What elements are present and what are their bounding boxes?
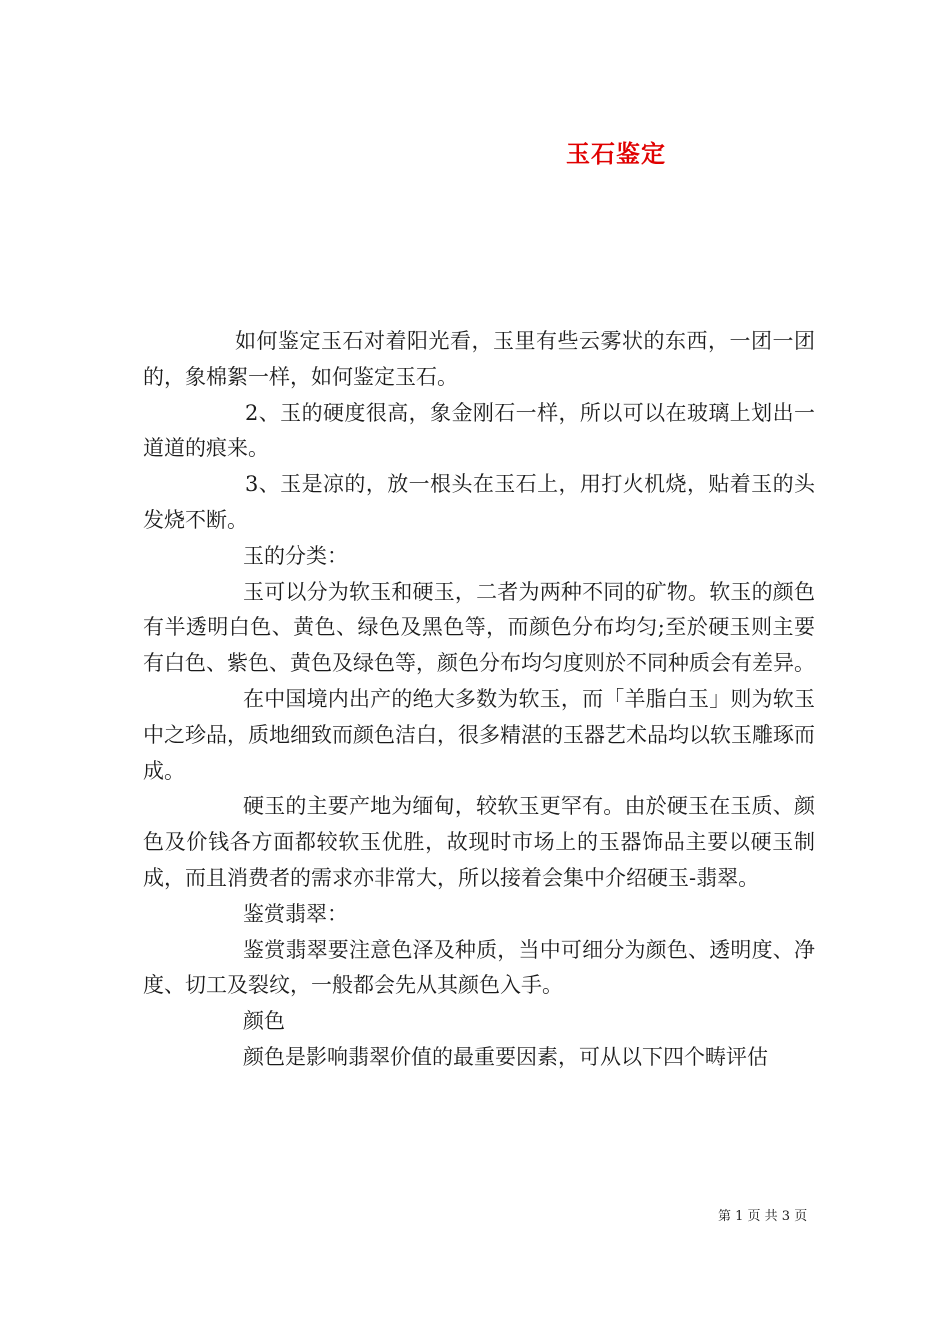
paragraph-point-3: 3、玉是凉的，放一根头在玉石上，用打火机烧，贴着玉的头发烧不断。	[143, 472, 815, 532]
paragraph-appreciation-criteria: 鉴赏翡翠要注意色泽及种质，当中可细分为颜色、透明度、净度、切工及裂纹，一般都会先从其颜色入手。	[143, 937, 815, 998]
paragraph-intro: 如何鉴定玉石对着阳光看，玉里有些云雾状的东西，一团一团的，象棉絮一样，如何鉴定玉石。	[143, 329, 815, 389]
page-number-footer: 第 1 页 共 3 页	[718, 1209, 808, 1224]
document-body	[143, 324, 815, 1076]
paragraph-color-importance: 颜色是影响翡翠价值的最重要因素，可从以下四个畴评估	[243, 1044, 768, 1069]
paragraph-hard-jade-origin: 硬玉的主要产地为缅甸，较软玉更罕有。由於硬玉在玉质、颜色及价钱各方面都较软玉优胜，故现时市场上的玉器饰品主要以硬玉制成，而且消费者的需求亦非常大，所以接着会集中介绍硬玉-翡翠。	[143, 794, 815, 890]
document-title: 玉石鉴定	[566, 139, 666, 168]
heading-appreciating-jadeite: 鉴赏翡翠：	[243, 901, 348, 926]
paragraph-point-2: 2、玉的硬度很高，象金刚石一样，所以可以在玻璃上划出一道道的痕来。	[143, 400, 815, 461]
paragraph-china-soft-jade: 在中国境内出产的绝大多数为软玉，而「羊脂白玉」则为软玉中之珍品，质地细致而颜色洁白，很多精湛的玉器艺术品均以软玉雕琢而成。	[143, 686, 815, 783]
paragraph-soft-hard-jade: 玉可以分为软玉和硬玉，二者为两种不同的矿物。软玉的颜色有半透明白色、黄色、绿色及黑色等，而颜色分布均匀;至於硬玉则主要有白色、紫色、黄色及绿色等，颜色分布均匀度则於不同种质会有差异。	[143, 579, 815, 676]
heading-jade-classification: 玉的分类：	[243, 543, 348, 568]
heading-color: 颜色	[243, 1009, 285, 1034]
